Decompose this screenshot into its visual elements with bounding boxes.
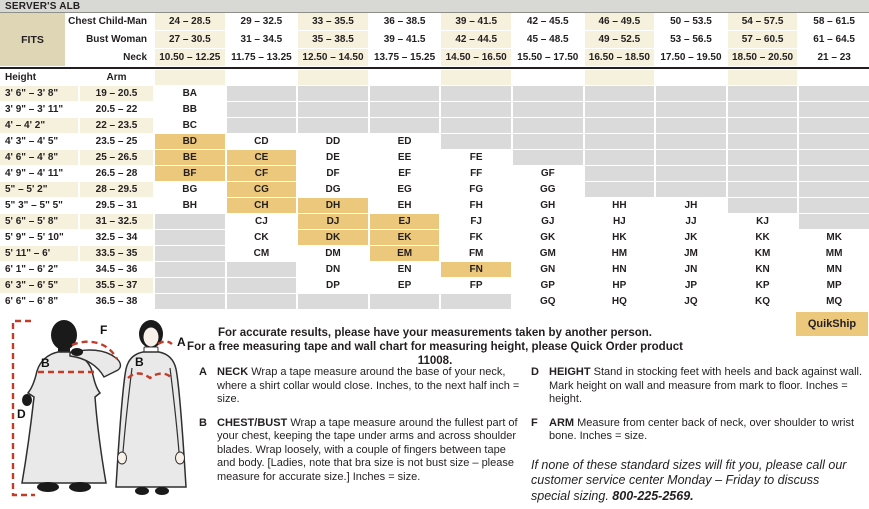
- arm-cell: 31 – 32.5: [80, 214, 153, 229]
- height-cell: 5' 11" – 6': [0, 246, 78, 261]
- table-row: [0, 294, 869, 309]
- size-cell: MQ: [799, 294, 869, 309]
- size-cell: [227, 278, 297, 293]
- size-cell: BA: [155, 86, 225, 101]
- size-cell: JP: [656, 278, 726, 293]
- size-table-rows: [0, 13, 869, 309]
- size-cell: [799, 102, 869, 117]
- size-cell: [513, 134, 583, 149]
- header-value-cell: 46 – 49.5: [585, 13, 655, 30]
- table-row: [0, 214, 869, 229]
- arm-cell: 33.5 – 35: [80, 246, 153, 261]
- table-header-row: [0, 13, 869, 30]
- subheader-spacer: [656, 70, 726, 85]
- size-cell: [656, 134, 726, 149]
- height-cell: 6' 3" – 6' 5": [0, 278, 78, 293]
- size-cell: [441, 102, 511, 117]
- size-cell: DP: [298, 278, 368, 293]
- header-value-cell: 13.75 – 15.25: [370, 49, 440, 66]
- size-cell: [799, 150, 869, 165]
- arm-cell: 25 – 26.5: [80, 150, 153, 165]
- size-cell: FN: [441, 262, 511, 277]
- size-cell: EK: [370, 230, 440, 245]
- size-cell: [585, 182, 655, 197]
- size-cell: [155, 278, 225, 293]
- table-row: [0, 166, 869, 181]
- size-cell: CF: [227, 166, 297, 181]
- header-value-cell: 11.75 – 13.25: [227, 49, 297, 66]
- size-cell: [585, 150, 655, 165]
- size-cell: [585, 118, 655, 133]
- size-cell: [441, 134, 511, 149]
- note-text: ARM Measure from center back of neck, over shoulder to wrist bone. Inches = size.: [549, 416, 855, 442]
- header-row-label: Neck: [67, 49, 153, 66]
- header-value-cell: 27 – 30.5: [155, 31, 225, 48]
- size-cell: FP: [441, 278, 511, 293]
- label-f: F: [100, 323, 108, 337]
- header-value-cell: 10.50 – 12.25: [155, 49, 225, 66]
- size-cell: KP: [728, 278, 798, 293]
- special-sizing-text: If none of these standard sizes will fit you, please call our customer service center Monday – Friday to discuss special sizing.: [531, 457, 847, 503]
- size-cell: [799, 118, 869, 133]
- size-cell: ED: [370, 134, 440, 149]
- neck-measure-line-a: [158, 342, 172, 345]
- size-cell: EN: [370, 262, 440, 277]
- size-cell: DF: [298, 166, 368, 181]
- header-value-cell: 14.50 – 16.50: [441, 49, 511, 66]
- size-cell: JQ: [656, 294, 726, 309]
- arm-cell: 36.5 – 38: [80, 294, 153, 309]
- header-value-cell: 42 – 44.5: [441, 31, 511, 48]
- arm-cell: 34.5 – 36: [80, 262, 153, 277]
- size-cell: GG: [513, 182, 583, 197]
- size-cell: GJ: [513, 214, 583, 229]
- size-cell: MM: [799, 246, 869, 261]
- size-cell: [728, 86, 798, 101]
- height-cell: 3' 6" – 3' 8": [0, 86, 78, 101]
- note-text: CHEST/BUST Wrap a tape measure around the fullest part of your chest, keeping the tape under arms and across shoulder blades. Wrap loosely, with a couple of fingers between tape and body. [Ladies, note that bra size is not bust size – please measure for accurate size.] Inches = size.: [217, 416, 518, 483]
- size-cell: HJ: [585, 214, 655, 229]
- size-cell: FK: [441, 230, 511, 245]
- arm-column-header: Arm: [80, 70, 153, 85]
- size-cell: [585, 102, 655, 117]
- size-cell: [370, 118, 440, 133]
- size-cell: GF: [513, 166, 583, 181]
- table-row: [0, 278, 869, 293]
- size-cell: [298, 294, 368, 309]
- arm-cell: 23.5 – 25: [80, 134, 153, 149]
- arm-cell: 26.5 – 28: [80, 166, 153, 181]
- header-value-cell: 17.50 – 19.50: [656, 49, 726, 66]
- size-table: [0, 13, 869, 309]
- arm-cell: 29.5 – 31: [80, 198, 153, 213]
- size-cell: [370, 102, 440, 117]
- size-cell: EJ: [370, 214, 440, 229]
- table-row: [0, 102, 869, 117]
- size-cell: CM: [227, 246, 297, 261]
- table-row: [0, 262, 869, 277]
- table-row: [0, 134, 869, 149]
- size-cell: [370, 86, 440, 101]
- size-cell: DM: [298, 246, 368, 261]
- size-cell: DE: [298, 150, 368, 165]
- note-text: HEIGHT Stand in stocking feet with heels and back against wall. Mark height on wall and measure from mark to floor. Inches = height.: [549, 366, 863, 405]
- divider-rule: [0, 67, 869, 69]
- subheader-spacer: [298, 70, 368, 85]
- size-cell: FM: [441, 246, 511, 261]
- note-key: F: [531, 416, 538, 429]
- size-cell: HN: [585, 262, 655, 277]
- header-value-cell: 54 – 57.5: [728, 13, 798, 30]
- size-cell: [298, 86, 368, 101]
- header-value-cell: 12.50 – 14.50: [298, 49, 368, 66]
- subheader-spacer: [728, 70, 798, 85]
- table-subheader-row: [0, 70, 869, 85]
- size-cell: BH: [155, 198, 225, 213]
- height-cell: 6' 1" – 6' 2": [0, 262, 78, 277]
- table-row: [0, 182, 869, 197]
- size-cell: MK: [799, 230, 869, 245]
- size-cell: JH: [656, 198, 726, 213]
- subheader-spacer: [513, 70, 583, 85]
- size-cell: [728, 118, 798, 133]
- header-value-cell: 16.50 – 18.50: [585, 49, 655, 66]
- size-cell: EP: [370, 278, 440, 293]
- subheader-spacer: [441, 70, 511, 85]
- size-cell: CK: [227, 230, 297, 245]
- table-header-row: [0, 31, 869, 48]
- size-cell: EE: [370, 150, 440, 165]
- height-cell: 4' 6" – 4' 8": [0, 150, 78, 165]
- height-cell: 4' 9" – 4' 11": [0, 166, 78, 181]
- size-cell: [656, 118, 726, 133]
- header-value-cell: 18.50 – 20.50: [728, 49, 798, 66]
- size-cell: CD: [227, 134, 297, 149]
- arm-cell: 32.5 – 34: [80, 230, 153, 245]
- size-cell: [513, 150, 583, 165]
- size-cell: EM: [370, 246, 440, 261]
- size-cell: [728, 102, 798, 117]
- size-cell: [227, 294, 297, 309]
- intro-text: [180, 326, 690, 368]
- size-cell: [585, 86, 655, 101]
- size-cell: JK: [656, 230, 726, 245]
- header-value-cell: 57 – 60.5: [728, 31, 798, 48]
- size-cell: DD: [298, 134, 368, 149]
- subheader-spacer: [585, 70, 655, 85]
- size-cell: [728, 134, 798, 149]
- size-cell: [155, 230, 225, 245]
- size-cell: KK: [728, 230, 798, 245]
- header-value-cell: 33 – 35.5: [298, 13, 368, 30]
- table-header-row: [0, 49, 869, 66]
- size-cell: FG: [441, 182, 511, 197]
- page-title: SERVER'S ALB: [0, 0, 869, 13]
- table-row: [0, 230, 869, 245]
- height-cell: 5" 3" – 5" 5": [0, 198, 78, 213]
- arm-cell: 22 – 23.5: [80, 118, 153, 133]
- size-cell: [728, 150, 798, 165]
- size-cell: BE: [155, 150, 225, 165]
- size-cell: CE: [227, 150, 297, 165]
- size-cell: [656, 86, 726, 101]
- size-cell: KN: [728, 262, 798, 277]
- size-cell: [799, 198, 869, 213]
- size-cell: [656, 150, 726, 165]
- size-cell: MP: [799, 278, 869, 293]
- size-cell: MN: [799, 262, 869, 277]
- size-cell: FE: [441, 150, 511, 165]
- size-cell: [656, 102, 726, 117]
- header-value-cell: 45 – 48.5: [513, 31, 583, 48]
- measurement-note: [199, 417, 522, 485]
- height-cell: 5' 6" – 5' 8": [0, 214, 78, 229]
- table-row: [0, 246, 869, 261]
- header-value-cell: 35 – 38.5: [298, 31, 368, 48]
- label-d: D: [17, 407, 26, 421]
- size-cell: HK: [585, 230, 655, 245]
- note-key: D: [531, 366, 539, 378]
- woman-front-figure: [116, 320, 186, 495]
- note-text: NECK Wrap a tape measure around the base of your neck, where a shirt collar would close. Inches, to the next half inch = size.: [217, 366, 520, 405]
- header-value-cell: 39 – 41.5: [370, 31, 440, 48]
- size-cell: [441, 86, 511, 101]
- size-cell: [298, 102, 368, 117]
- header-value-cell: 29 – 32.5: [227, 13, 297, 30]
- size-cell: FH: [441, 198, 511, 213]
- size-cell: HP: [585, 278, 655, 293]
- size-cell: HM: [585, 246, 655, 261]
- header-value-cell: 31 – 34.5: [227, 31, 297, 48]
- size-cell: [585, 134, 655, 149]
- size-cell: [155, 294, 225, 309]
- size-cell: BF: [155, 166, 225, 181]
- height-cell: 5" – 5' 2": [0, 182, 78, 197]
- header-value-cell: 39 – 41.5: [441, 13, 511, 30]
- size-cell: GN: [513, 262, 583, 277]
- header-value-cell: 21 – 23: [799, 49, 869, 66]
- size-cell: [513, 86, 583, 101]
- size-cell: [227, 118, 297, 133]
- subheader-spacer: [227, 70, 297, 85]
- size-cell: CG: [227, 182, 297, 197]
- size-cell: [799, 134, 869, 149]
- measurement-notes-right: [531, 366, 869, 504]
- label-a: A: [177, 335, 186, 349]
- header-value-cell: 49 – 52.5: [585, 31, 655, 48]
- size-cell: EG: [370, 182, 440, 197]
- size-cell: [227, 86, 297, 101]
- size-cell: [513, 118, 583, 133]
- size-cell: BD: [155, 134, 225, 149]
- arm-cell: 35.5 – 37: [80, 278, 153, 293]
- size-cell: [441, 118, 511, 133]
- header-value-cell: 15.50 – 17.50: [513, 49, 583, 66]
- subheader-spacer: [370, 70, 440, 85]
- arm-cell: 20.5 – 22: [80, 102, 153, 117]
- size-cell: KQ: [728, 294, 798, 309]
- size-cell: [513, 102, 583, 117]
- size-cell: JN: [656, 262, 726, 277]
- size-cell: JJ: [656, 214, 726, 229]
- label-b-man: B: [41, 356, 50, 370]
- size-cell: DN: [298, 262, 368, 277]
- size-cell: [298, 118, 368, 133]
- size-cell: [155, 262, 225, 277]
- size-cell: DK: [298, 230, 368, 245]
- size-cell: [799, 86, 869, 101]
- intro-line-1: For accurate results, please have your measurements taken by another person.: [218, 327, 652, 339]
- size-cell: GQ: [513, 294, 583, 309]
- size-cell: [799, 214, 869, 229]
- intro-line-2: For a free measuring tape and wall chart for measuring height, please Quick Order product 11008.: [187, 341, 683, 367]
- header-row-label: Bust Woman: [67, 31, 153, 48]
- size-cell: [728, 198, 798, 213]
- size-cell: HH: [585, 198, 655, 213]
- height-column-header: Height: [0, 70, 78, 85]
- measurement-note: [199, 366, 522, 407]
- size-cell: HQ: [585, 294, 655, 309]
- size-cell: FJ: [441, 214, 511, 229]
- size-cell: [728, 166, 798, 181]
- size-cell: [799, 166, 869, 181]
- size-cell: JM: [656, 246, 726, 261]
- size-cell: BG: [155, 182, 225, 197]
- note-key: B: [199, 416, 207, 429]
- size-cell: [656, 166, 726, 181]
- size-cell: EH: [370, 198, 440, 213]
- height-cell: 6' 6" – 6' 8": [0, 294, 78, 309]
- size-cell: CJ: [227, 214, 297, 229]
- size-cell: [155, 214, 225, 229]
- size-cell: BB: [155, 102, 225, 117]
- subheader-spacer: [799, 70, 869, 85]
- size-cell: GK: [513, 230, 583, 245]
- header-value-cell: 24 – 28.5: [155, 13, 225, 30]
- table-row: [0, 198, 869, 213]
- table-row: [0, 150, 869, 165]
- header-value-cell: 53 – 56.5: [656, 31, 726, 48]
- alb-measurement-illustration: [1, 316, 199, 508]
- header-value-cell: 42 – 45.5: [513, 13, 583, 30]
- size-cell: EF: [370, 166, 440, 181]
- fits-label: FITS: [0, 13, 65, 66]
- size-cell: DG: [298, 182, 368, 197]
- size-cell: [441, 294, 511, 309]
- header-value-cell: 36 – 38.5: [370, 13, 440, 30]
- quikship-badge: QuikShip: [796, 312, 868, 336]
- size-cell: GH: [513, 198, 583, 213]
- arm-cell: 19 – 20.5: [80, 86, 153, 101]
- size-cell: CH: [227, 198, 297, 213]
- header-row-label: Chest Child-Man: [67, 13, 153, 30]
- size-cell: KM: [728, 246, 798, 261]
- height-cell: 5' 9" – 5' 10": [0, 230, 78, 245]
- size-cell: [155, 246, 225, 261]
- size-cell: [227, 262, 297, 277]
- size-cell: DJ: [298, 214, 368, 229]
- size-cell: KJ: [728, 214, 798, 229]
- header-value-cell: 58 – 61.5: [799, 13, 869, 30]
- size-cell: BC: [155, 118, 225, 133]
- table-row: [0, 118, 869, 133]
- subheader-spacer: [155, 70, 225, 85]
- size-cell: FF: [441, 166, 511, 181]
- arm-cell: 28 – 29.5: [80, 182, 153, 197]
- header-value-cell: 61 – 64.5: [799, 31, 869, 48]
- note-key: A: [199, 366, 207, 378]
- measurement-note: [531, 366, 869, 407]
- special-sizing-phone: 800-225-2569.: [612, 488, 694, 503]
- measurement-note: [531, 417, 869, 444]
- height-cell: 3' 9" – 3' 11": [0, 102, 78, 117]
- header-value-cell: 50 – 53.5: [656, 13, 726, 30]
- measurement-notes-left: [199, 366, 522, 494]
- size-cell: [370, 294, 440, 309]
- special-sizing-note: [531, 458, 861, 505]
- size-cell: [656, 182, 726, 197]
- size-cell: [728, 182, 798, 197]
- size-cell: DH: [298, 198, 368, 213]
- size-cell: GM: [513, 246, 583, 261]
- label-b-woman: B: [135, 355, 144, 369]
- table-row: [0, 86, 869, 101]
- size-cell: [227, 102, 297, 117]
- height-cell: 4' – 4' 2": [0, 118, 78, 133]
- size-cell: GP: [513, 278, 583, 293]
- height-cell: 4' 3" – 4' 5": [0, 134, 78, 149]
- size-cell: [585, 166, 655, 181]
- size-cell: [799, 182, 869, 197]
